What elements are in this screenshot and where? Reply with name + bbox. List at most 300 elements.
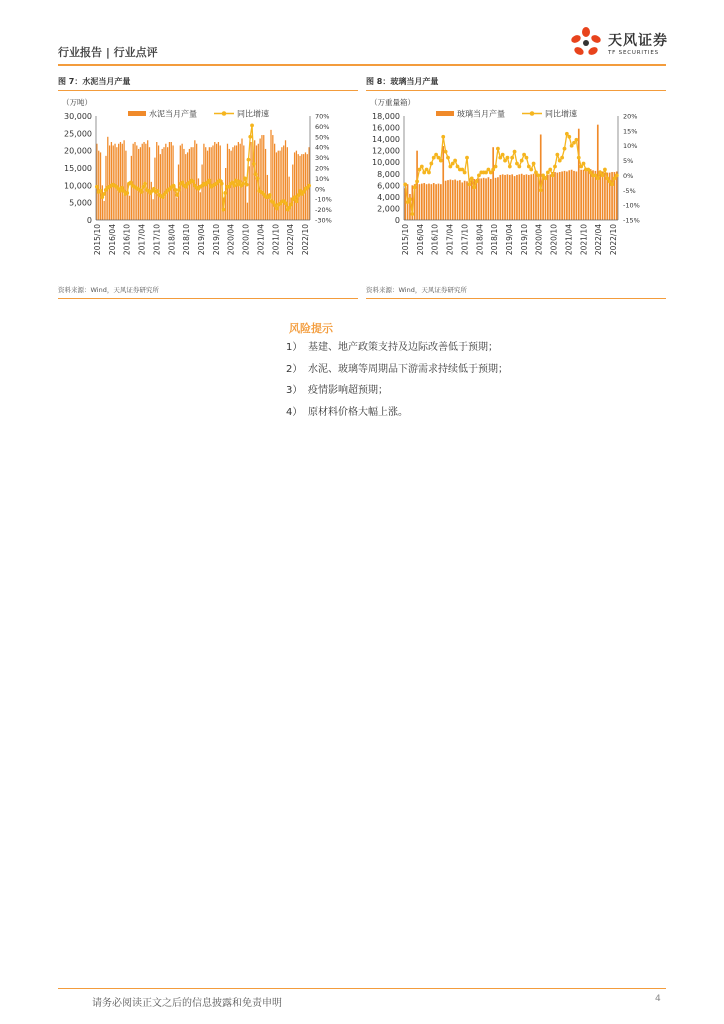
legend-line-marker xyxy=(222,111,227,116)
y-axis-unit-label: （万吨） xyxy=(62,98,92,107)
y-right-tick-label: -20% xyxy=(315,206,332,215)
growth-point xyxy=(268,193,272,197)
bar xyxy=(129,196,130,220)
bar xyxy=(245,182,246,220)
bar xyxy=(590,169,592,220)
y-right-tick-label: -5% xyxy=(623,186,636,195)
growth-point xyxy=(420,165,424,169)
y-left-tick-label: 10,000 xyxy=(64,181,92,191)
growth-point xyxy=(232,184,236,188)
figure-8-title: 图 8：玻璃当月产量 xyxy=(366,77,439,86)
bar xyxy=(549,174,551,220)
bar xyxy=(421,184,423,220)
bar xyxy=(568,170,570,220)
legend-line-label: 同比增速 xyxy=(237,109,269,119)
figure-7-source: 资料来源：Wind，天风证券研究所 xyxy=(58,286,159,294)
x-tick-label: 2017/10 xyxy=(460,224,470,256)
figure-8-bottom-rule xyxy=(366,298,666,299)
bar xyxy=(138,149,139,220)
y-left-tick-label: 30,000 xyxy=(64,112,92,121)
growth-line xyxy=(97,125,309,209)
y-left-tick-label: 16,000 xyxy=(372,123,400,133)
bar xyxy=(485,178,487,220)
bar xyxy=(212,145,213,220)
bar xyxy=(480,178,482,220)
growth-point xyxy=(548,168,552,172)
growth-point xyxy=(598,171,602,175)
growth-point xyxy=(444,150,448,154)
bar xyxy=(490,179,492,220)
growth-point xyxy=(241,182,245,186)
bar xyxy=(445,181,447,220)
bar xyxy=(526,174,528,220)
growth-point xyxy=(520,159,524,163)
growth-point xyxy=(496,147,500,151)
risk-item xyxy=(286,362,508,384)
growth-point xyxy=(613,177,617,181)
y-right-tick-label: 50% xyxy=(315,133,330,142)
bar xyxy=(152,199,153,220)
legend-bar-label: 玻璃当月产量 xyxy=(457,109,505,119)
growth-point xyxy=(539,188,543,192)
bar xyxy=(611,172,613,220)
figure-8-rule xyxy=(366,90,666,91)
growth-point xyxy=(252,162,256,166)
bar xyxy=(200,192,201,220)
growth-point xyxy=(558,159,562,163)
bar xyxy=(516,175,518,220)
risk-list xyxy=(286,340,508,426)
figure-7-rule xyxy=(58,90,358,91)
bar xyxy=(143,142,144,220)
bar xyxy=(118,144,119,220)
brand-name: 天风证券 xyxy=(608,33,668,49)
bar xyxy=(438,184,440,220)
bar xyxy=(270,130,271,220)
x-tick-label: 2018/10 xyxy=(490,224,500,256)
x-tick-label: 2017/04 xyxy=(137,224,147,256)
bar xyxy=(131,156,132,220)
growth-point xyxy=(470,177,474,181)
bar xyxy=(169,142,170,220)
growth-point xyxy=(463,171,467,175)
growth-point xyxy=(429,162,433,166)
bar xyxy=(466,181,468,220)
growth-point xyxy=(475,179,479,183)
bar xyxy=(167,147,168,220)
bar xyxy=(523,175,525,220)
growth-point xyxy=(432,156,436,160)
bar xyxy=(492,147,494,220)
bar xyxy=(488,177,490,220)
bar xyxy=(296,151,297,220)
bar xyxy=(151,182,152,220)
growth-point xyxy=(427,171,431,175)
bar xyxy=(301,154,302,220)
bar xyxy=(454,180,456,220)
y-right-tick-label: 0% xyxy=(623,171,634,180)
growth-point xyxy=(439,159,443,163)
x-tick-label: 2020/04 xyxy=(226,224,236,256)
growth-point xyxy=(525,156,529,160)
growth-point xyxy=(453,159,457,163)
bar xyxy=(583,170,585,220)
growth-point xyxy=(586,168,590,172)
growth-point xyxy=(255,177,259,181)
bar xyxy=(545,176,547,220)
x-tick-label: 2021/04 xyxy=(256,224,266,256)
growth-point xyxy=(532,162,536,166)
x-tick-label: 2022/04 xyxy=(286,224,296,256)
growth-point xyxy=(222,208,226,212)
bar xyxy=(122,144,123,220)
bar xyxy=(592,170,594,220)
growth-point xyxy=(510,156,514,160)
y-left-tick-label: 14,000 xyxy=(372,135,400,145)
growth-point xyxy=(207,179,211,183)
x-tick-label: 2017/04 xyxy=(445,224,455,256)
y-axis-unit-label: （万重量箱） xyxy=(370,98,415,107)
brand-sub: TF SECURITIES xyxy=(608,50,659,56)
growth-point xyxy=(403,182,407,186)
growth-point xyxy=(238,180,242,184)
growth-point xyxy=(418,168,422,172)
growth-point xyxy=(544,177,548,181)
bar xyxy=(426,184,428,220)
bar xyxy=(431,184,433,220)
bar xyxy=(440,184,442,220)
bar xyxy=(461,182,463,220)
risk-title: 风险提示 xyxy=(289,322,333,335)
growth-point xyxy=(603,168,607,172)
bar xyxy=(518,174,520,220)
bar xyxy=(142,144,143,220)
bar xyxy=(599,170,601,220)
growth-point xyxy=(484,171,488,175)
growth-point xyxy=(451,162,455,166)
x-tick-label: 2016/10 xyxy=(122,224,132,256)
bar xyxy=(176,197,177,220)
bar xyxy=(495,178,497,220)
x-tick-label: 2018/04 xyxy=(167,224,177,256)
growth-point xyxy=(498,156,502,160)
bar xyxy=(283,145,284,220)
bar xyxy=(227,144,228,220)
x-tick-label: 2022/10 xyxy=(609,224,618,256)
growth-point xyxy=(527,165,531,169)
bar xyxy=(214,142,215,220)
bar xyxy=(433,183,435,220)
bar xyxy=(471,180,473,220)
bar xyxy=(272,135,273,220)
growth-point xyxy=(501,153,505,157)
growth-point xyxy=(477,174,481,178)
x-tick-label: 2015/10 xyxy=(93,224,102,256)
risk-item-number: 2） xyxy=(286,363,303,375)
cement-production-chart xyxy=(58,92,358,282)
growth-point xyxy=(503,159,507,163)
bar xyxy=(419,184,421,220)
growth-point xyxy=(460,168,464,172)
x-tick-label: 2021/10 xyxy=(579,224,589,256)
bar xyxy=(158,145,159,220)
growth-point xyxy=(234,179,238,183)
growth-point xyxy=(529,168,533,172)
growth-point xyxy=(289,203,293,207)
bar xyxy=(107,137,108,220)
y-right-tick-label: 70% xyxy=(315,112,330,121)
x-tick-label: 2019/04 xyxy=(505,224,514,256)
growth-point xyxy=(140,190,144,194)
bar xyxy=(134,142,135,220)
growth-point xyxy=(560,156,564,160)
growth-point xyxy=(175,193,179,197)
x-tick-label: 2018/10 xyxy=(182,224,192,256)
bar xyxy=(162,149,163,220)
figure-7-bottom-rule xyxy=(58,298,358,299)
bar xyxy=(511,174,513,220)
risk-item-text: 水泥、玻璃等周期品下游需求持续低于预期； xyxy=(308,363,508,375)
growth-point xyxy=(582,162,586,166)
bar xyxy=(528,175,530,220)
growth-point xyxy=(422,171,426,175)
x-tick-label: 2021/04 xyxy=(564,224,574,256)
y-left-tick-label: 25,000 xyxy=(64,129,92,139)
growth-point xyxy=(472,185,476,189)
y-left-tick-label: 2,000 xyxy=(377,204,400,214)
bar xyxy=(292,165,293,220)
legend-bar-swatch xyxy=(128,111,146,116)
bar xyxy=(263,135,264,220)
risk-item-number: 3） xyxy=(286,385,303,396)
legend-bar-swatch xyxy=(436,111,454,116)
brand-logo xyxy=(568,26,678,60)
growth-point xyxy=(551,174,555,178)
growth-point xyxy=(243,177,247,181)
growth-point xyxy=(408,197,412,201)
growth-point xyxy=(275,207,279,211)
risk-item xyxy=(286,383,508,405)
bar xyxy=(279,151,280,220)
risk-item xyxy=(286,405,508,427)
legend-line-label: 同比增速 xyxy=(545,109,577,119)
risk-item-number: 1） xyxy=(286,342,303,353)
bar xyxy=(303,154,304,220)
bar xyxy=(442,146,444,220)
growth-point xyxy=(541,174,545,178)
y-left-tick-label: 0 xyxy=(86,216,92,225)
y-left-tick-label: 20,000 xyxy=(64,146,92,156)
growth-point xyxy=(425,168,429,172)
y-right-tick-label: 40% xyxy=(315,143,330,152)
growth-point xyxy=(99,189,103,193)
footer-disclaimer: 请务必阅读正文之后的信息披露和免责申明 xyxy=(92,998,282,1009)
growth-point xyxy=(605,177,609,181)
risk-item-number: 4） xyxy=(286,406,303,418)
x-tick-label: 2019/10 xyxy=(519,224,529,256)
legend-line-marker xyxy=(530,111,535,116)
bar xyxy=(308,147,309,220)
bar xyxy=(249,166,250,220)
growth-point xyxy=(406,200,410,204)
bar xyxy=(587,169,589,220)
x-tick-label: 2019/10 xyxy=(211,224,221,256)
growth-point xyxy=(534,171,538,175)
glass-production-chart xyxy=(366,92,666,282)
bar xyxy=(114,144,115,220)
bar xyxy=(98,151,99,220)
growth-point xyxy=(467,182,471,186)
bar xyxy=(514,176,516,220)
y-right-tick-label: 30% xyxy=(315,154,330,163)
bar xyxy=(136,145,137,220)
bar xyxy=(299,156,300,220)
x-tick-label: 2020/10 xyxy=(549,224,559,256)
growth-point xyxy=(245,183,249,187)
x-tick-label: 2021/10 xyxy=(271,224,281,256)
bar xyxy=(497,177,499,220)
bar xyxy=(285,140,286,220)
x-tick-label: 2020/04 xyxy=(534,224,544,256)
bar xyxy=(502,174,504,220)
growth-point xyxy=(577,156,581,160)
growth-point xyxy=(250,123,254,127)
growth-point xyxy=(513,150,517,154)
growth-point xyxy=(579,165,583,169)
growth-point xyxy=(284,201,288,205)
bar xyxy=(104,201,105,220)
y-right-tick-label: -10% xyxy=(623,201,640,210)
growth-point xyxy=(293,195,297,199)
bar xyxy=(535,173,537,220)
bar xyxy=(571,170,573,220)
bar xyxy=(509,175,511,220)
y-left-tick-label: 0 xyxy=(394,216,400,225)
growth-point xyxy=(448,165,452,169)
growth-point xyxy=(565,132,569,136)
growth-point xyxy=(563,147,567,151)
bar xyxy=(561,171,563,220)
bar xyxy=(196,144,197,220)
bar xyxy=(201,165,202,220)
x-tick-label: 2019/04 xyxy=(197,224,206,256)
report-type: 行业报告 | 行业点评 xyxy=(58,46,158,59)
y-right-tick-label: 15% xyxy=(623,127,638,136)
growth-point xyxy=(610,182,614,186)
y-right-tick-label: 10% xyxy=(623,142,638,151)
bar xyxy=(269,196,270,220)
bar xyxy=(576,171,578,220)
x-tick-label: 2016/04 xyxy=(107,224,117,256)
bar xyxy=(540,134,542,220)
growth-point xyxy=(553,165,557,169)
x-tick-label: 2015/10 xyxy=(401,224,410,256)
bar xyxy=(602,171,604,220)
growth-point xyxy=(125,191,129,195)
growth-point xyxy=(489,171,493,175)
bar xyxy=(120,142,121,220)
bar xyxy=(578,129,580,220)
bar xyxy=(259,139,260,220)
y-right-tick-label: -10% xyxy=(315,195,332,204)
growth-point xyxy=(522,153,526,157)
growth-point xyxy=(415,179,419,183)
bar xyxy=(507,174,509,220)
growth-point xyxy=(555,153,559,157)
growth-point xyxy=(247,158,251,162)
growth-point xyxy=(536,174,540,178)
bar xyxy=(156,142,157,220)
x-tick-label: 2016/04 xyxy=(415,224,425,256)
bar xyxy=(483,178,485,220)
logo-icon xyxy=(568,26,604,60)
growth-point xyxy=(515,162,519,166)
bar xyxy=(416,151,418,220)
y-left-tick-label: 18,000 xyxy=(372,112,400,121)
growth-point xyxy=(574,138,578,142)
growth-point xyxy=(589,171,593,175)
bar xyxy=(557,173,559,220)
y-left-tick-label: 5,000 xyxy=(69,198,92,208)
bar xyxy=(265,149,266,220)
growth-point xyxy=(615,174,619,178)
figure-7-title: 图 7：水泥当月产量 xyxy=(58,77,131,86)
growth-point xyxy=(410,212,414,216)
bar xyxy=(109,145,110,220)
bar xyxy=(452,180,454,220)
bar xyxy=(247,203,248,220)
growth-point xyxy=(608,179,612,183)
growth-point xyxy=(295,199,299,203)
x-tick-label: 2018/04 xyxy=(475,224,485,256)
bar xyxy=(254,140,255,220)
y-right-tick-label: 10% xyxy=(315,174,330,183)
y-right-tick-label: 5% xyxy=(623,157,634,166)
bar xyxy=(423,183,425,220)
growth-point xyxy=(441,135,445,139)
growth-point xyxy=(594,174,598,178)
bar xyxy=(250,142,251,220)
bar xyxy=(172,145,173,220)
growth-point xyxy=(546,171,550,175)
risk-item-text: 基建、地产政策支持及边际改善低于预期； xyxy=(308,342,498,353)
risk-item-text: 疫情影响超预期； xyxy=(308,385,388,396)
growth-point xyxy=(307,184,311,188)
growth-point xyxy=(434,153,438,157)
bar xyxy=(478,178,480,220)
growth-point xyxy=(254,172,258,176)
y-right-tick-label: 20% xyxy=(623,112,638,121)
growth-point xyxy=(172,184,176,188)
bar xyxy=(147,140,148,220)
growth-point xyxy=(413,185,417,189)
bar xyxy=(450,180,452,220)
bar xyxy=(274,144,275,220)
bar xyxy=(428,184,430,220)
bar xyxy=(281,147,282,220)
growth-point xyxy=(596,177,600,181)
bar xyxy=(564,171,566,220)
y-left-tick-label: 8,000 xyxy=(377,169,400,179)
bar xyxy=(116,147,117,220)
bar xyxy=(149,147,150,220)
bar xyxy=(289,177,290,220)
bar xyxy=(160,154,161,220)
risk-item-text: 原材料价格大幅上涨。 xyxy=(308,406,408,418)
growth-point xyxy=(220,182,224,186)
y-right-tick-label: -30% xyxy=(315,216,332,225)
bar xyxy=(559,172,561,220)
